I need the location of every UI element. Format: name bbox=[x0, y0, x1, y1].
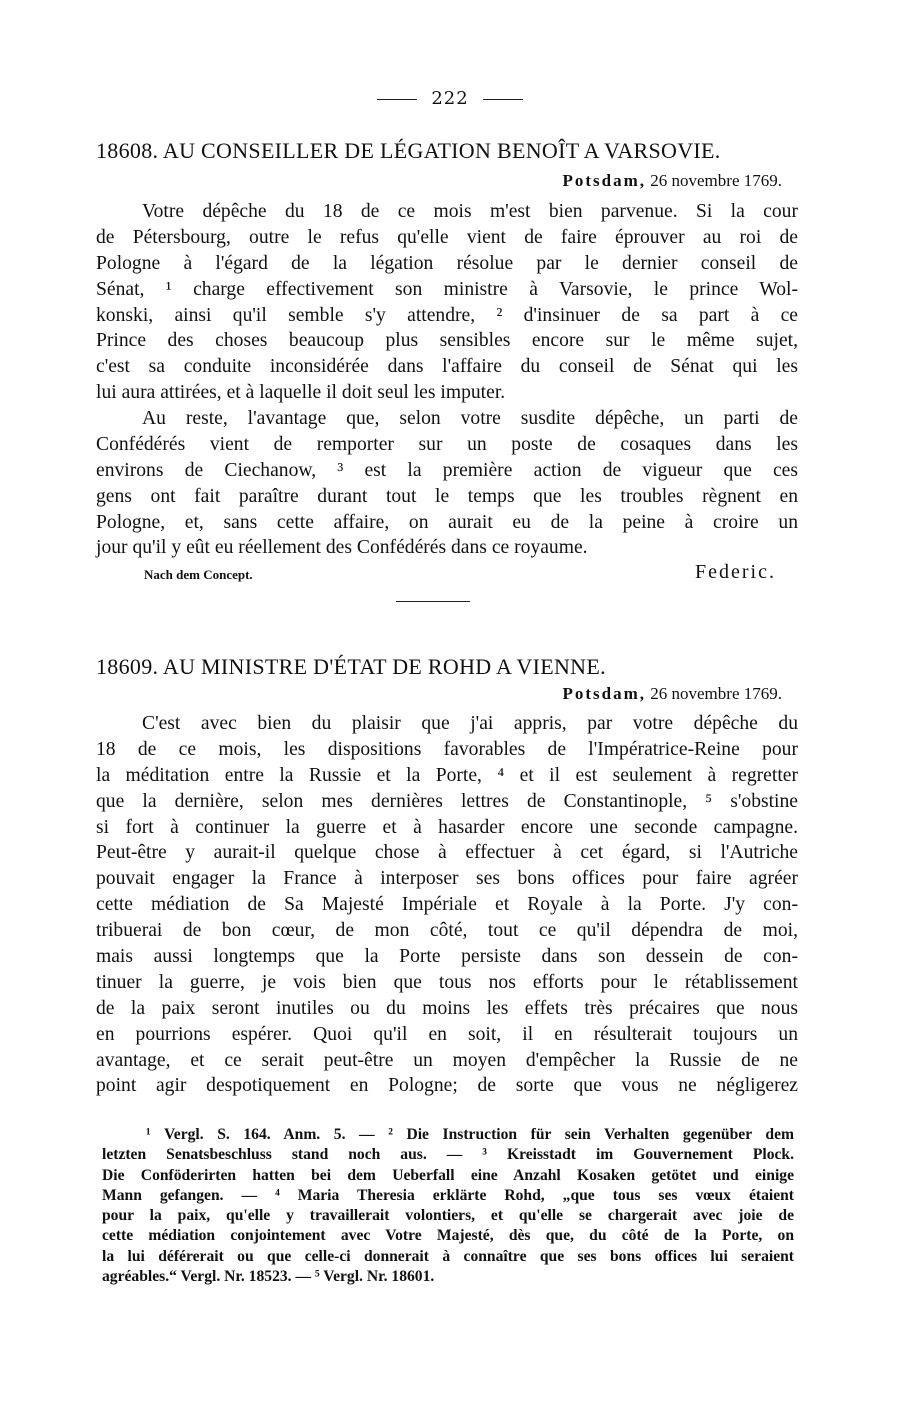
footnote-line: cette médiation conjointement avec Votre Majesté, dès que, du côté de la Porte, on bbox=[102, 1227, 794, 1245]
text-line: konski, ainsi qu'il semble s'y attendre, ² d'insinuer de sa part à ce bbox=[96, 304, 798, 326]
text-line: tinuer la guerre, je vois bien que tous nos efforts pour le rétablissement bbox=[96, 971, 798, 993]
text-line: c'est sa conduite inconsidérée dans l'affaire du conseil de Sénat qui les bbox=[96, 356, 798, 378]
text-line: en pourrions espérer. Quoi qu'il en soit, il en résulterait toujours un bbox=[96, 1023, 798, 1045]
footnote-line: agréables.“ Vergl. Nr. 18523. — ⁵ Vergl. Nr. 18601. bbox=[102, 1268, 435, 1286]
footnote-line: Mann gefangen. — ⁴ Maria Theresia erklärte Rohd, „que tous ses vœux étaient bbox=[102, 1186, 794, 1204]
text-line: 18 de ce mois, les dispositions favorables de l'Impératrice-Reine pour bbox=[96, 738, 798, 760]
letter-place: Potsdam, bbox=[562, 171, 647, 190]
text-line: Pologne, et, sans cette affaire, on aurait eu de la peine à croire un bbox=[96, 511, 798, 533]
text-line: gens ont fait paraître durant tout le temps que les troubles règnent en bbox=[96, 485, 798, 507]
source-note: Nach dem Concept. bbox=[144, 567, 253, 582]
text-line: de la paix seront inutiles ou du moins les effets très précaires que nous bbox=[96, 997, 798, 1019]
text-line: environs de Ciechanow, ³ est la première action de vigueur que ces bbox=[96, 459, 798, 481]
text-line: mais aussi longtemps que la Porte persiste dans son dessein de con- bbox=[96, 946, 798, 968]
text-line: si fort à continuer la guerre et à hasarder encore une seconde campagne. bbox=[96, 816, 798, 838]
text-line: cette médiation de Sa Majesté Impériale et Royale à la Porte. J'y con- bbox=[96, 894, 798, 916]
page-number-dash-right bbox=[483, 99, 523, 100]
section-separator bbox=[396, 601, 470, 602]
text-line: Prince des choses beaucoup plus sensibles encore sur le même sujet, bbox=[96, 330, 798, 352]
text-line: Pologne à l'égard de la légation résolue par le dernier conseil de bbox=[96, 252, 798, 274]
text-line: Sénat, ¹ charge effectivement son ministre à Varsovie, le prince Wol- bbox=[96, 278, 798, 300]
text-line: Au reste, l'avantage que, selon votre susdite dépêche, un parti de bbox=[142, 408, 798, 429]
page-number: 222 bbox=[431, 88, 469, 109]
signature: Federic. bbox=[695, 561, 776, 583]
text-line: point agir despotiquement en Pologne; de sorte que vous ne négligerez bbox=[96, 1075, 798, 1097]
letter-place: Potsdam, bbox=[562, 684, 647, 703]
letter-paragraph bbox=[96, 199, 798, 406]
text-line: tribuerai de bon cœur, de mon côté, tout ce qu'il dépendra de moi, bbox=[96, 920, 798, 942]
letter-heading: 18609. AU MINISTRE D'ÉTAT DE ROHD A VIENNE. bbox=[96, 654, 606, 679]
letter-date: 26 novembre 1769. bbox=[650, 171, 782, 190]
letter-heading: 18608. AU CONSEILLER DE LÉGATION BENOÎT A VARSOVIE. bbox=[96, 138, 721, 163]
footnote-line: Die Conföderirten hatten bei dem Ueberfall eine Anzahl Kosaken getötet und einige bbox=[102, 1166, 794, 1184]
page-number-row bbox=[0, 88, 900, 109]
letter-date: 26 novembre 1769. bbox=[650, 684, 782, 703]
text-line: C'est avec bien du plaisir que j'ai appris, par votre dépêche du bbox=[142, 713, 798, 734]
letter-dateline bbox=[142, 171, 782, 191]
text-line: Peut-être y aurait-il quelque chose à effectuer à cet égard, si l'Autriche bbox=[96, 842, 798, 864]
letter-paragraph bbox=[96, 406, 798, 561]
footnotes bbox=[102, 1125, 794, 1287]
text-line: lui aura attirées, et à laquelle il doit seul les imputer. bbox=[96, 382, 506, 404]
footnote-line: letzten Senatsbeschluss stand noch aus. — ³ Kreisstadt im Gouvernement Plock. bbox=[102, 1146, 794, 1164]
text-line: la méditation entre la Russie et la Porte, ⁴ et il est seulement à regretter bbox=[96, 764, 798, 786]
footnote-line: la lui déférerait ou que celle-ci donnerait à connaître que ses bons offices lui seraient bbox=[102, 1247, 794, 1265]
footnote-line: ¹ Vergl. S. 164. Anm. 5. — ² Die Instruction für sein Verhalten gegenüber dem bbox=[146, 1126, 794, 1143]
footnote-line: pour la paix, qu'elle y travaillerait volontiers, et qu'elle se chargerait avec joie de bbox=[102, 1207, 794, 1225]
text-line: Confédérés vient de remporter sur un poste de cosaques dans les bbox=[96, 433, 798, 455]
letter-paragraph bbox=[96, 711, 798, 1099]
text-line: jour qu'il y eût eu réellement des Confédérés dans ce royaume. bbox=[96, 537, 588, 559]
letter-dateline bbox=[142, 684, 782, 704]
text-line: de Pétersbourg, outre le refus qu'elle vient de faire éprouver au roi de bbox=[96, 226, 798, 248]
text-line: pouvait engager la France à interposer ses bons offices pour faire agréer bbox=[96, 868, 798, 890]
text-line: avantage, et ce serait peut-être un moyen d'empêcher la Russie de ne bbox=[96, 1049, 798, 1071]
text-line: que la dernière, selon mes dernières lettres de Constantinople, ⁵ s'obstine bbox=[96, 790, 798, 812]
text-line: Votre dépêche du 18 de ce mois m'est bien parvenue. Si la cour bbox=[142, 201, 798, 222]
page-number-dash-left bbox=[377, 99, 417, 100]
